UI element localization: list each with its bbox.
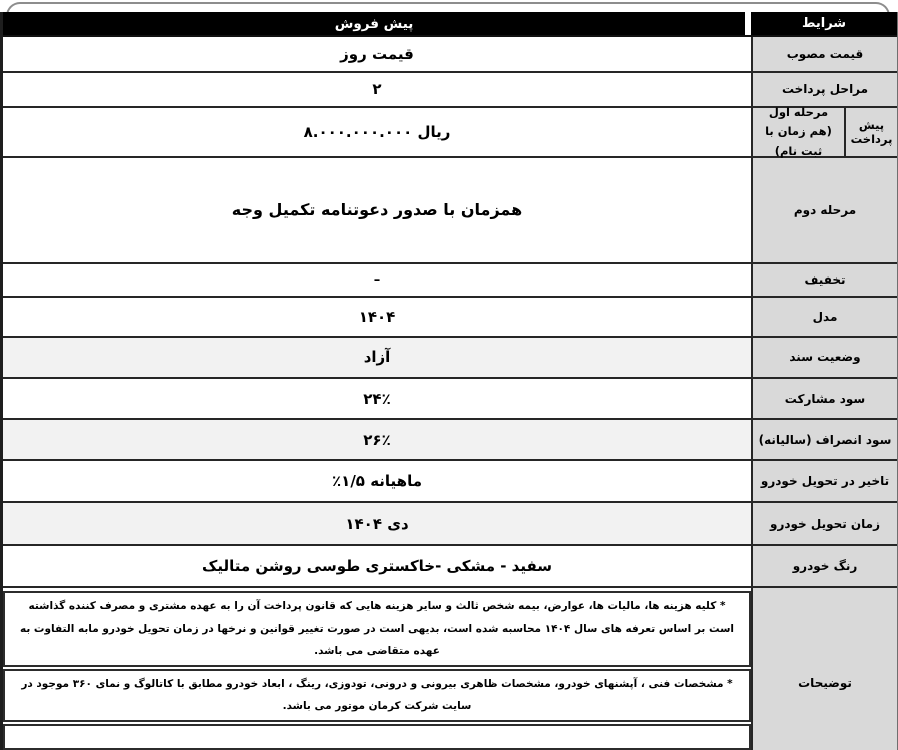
percent-value: ۲۶٪ (363, 430, 391, 449)
note-item: * مشخصات فنی ، آپشنهای خودرو، مشخصات ظاهری بیرونی و درونی، تودوزی، رینگ ، ابعاد خودرو مطابق با کاتالوگ و نمای ۳۶۰ موجود در سایت شرکت کرمان موتور می باشد. (3, 669, 751, 722)
row-label: سود مشارکت (751, 379, 897, 419)
row-value: ۲ (372, 80, 382, 99)
row-label: مدل (751, 298, 897, 336)
table-row-car-color (3, 546, 897, 588)
row-value (3, 379, 751, 419)
row-label: تاخیر در تحویل خودرو (751, 461, 897, 501)
row-label: رنگ خودرو (751, 546, 897, 586)
table-row-second-stage (3, 158, 897, 264)
table-row-approved-price (3, 37, 897, 72)
row-value (3, 420, 751, 459)
table-row-notes (3, 588, 897, 750)
header-presale: پیش فروش (3, 12, 745, 35)
conditions-grid (0, 12, 898, 750)
sublabel-line2: (هم زمان با ثبت نام) (765, 124, 832, 158)
row-value (3, 108, 751, 156)
table-row-model (3, 298, 897, 338)
row-label: تخفیف (751, 264, 897, 296)
delay-penalty-value: ٪۱/۵ ماهیانه (332, 472, 422, 491)
row-label: توضیحات (751, 588, 897, 750)
row-label: پیش پرداخت (844, 108, 897, 156)
table-row-cancellation-profit (3, 420, 897, 461)
row-value: قیمت روز (340, 44, 414, 63)
row-value: دی ۱۴۰۴ (3, 503, 751, 543)
table-row-down-payment (3, 104, 897, 158)
row-value: همزمان با صدور دعوتنامه تکمیل وجه (231, 200, 523, 220)
header-conditions: شرایط (751, 12, 897, 35)
row-label: سود انصراف (سالیانه) (751, 420, 897, 459)
row-label: مراحل پرداخت (751, 73, 897, 106)
row-value (3, 461, 751, 501)
note-item-clipped (3, 724, 751, 750)
row-label: زمان تحویل خودرو (751, 503, 897, 543)
row-label: قیمت مصوب (751, 37, 897, 70)
row-value: آزاد (3, 338, 751, 377)
row-sublabel (751, 104, 844, 158)
sublabel-line1: مرحله اول (768, 104, 829, 119)
table-row-delivery-delay (3, 461, 897, 503)
row-label: وضعیت سند (751, 338, 897, 377)
table-header-row (3, 12, 897, 37)
percent-value: ۲۴٪ (363, 389, 391, 408)
row-value: ۱۴۰۴ (358, 308, 396, 327)
row-label: مرحله دوم (751, 158, 897, 262)
price-value: ۸.۰۰۰.۰۰۰.۰۰۰ ریال (303, 122, 451, 141)
table-row-discount (3, 264, 897, 298)
table-row-document-status (3, 338, 897, 379)
notes-body (3, 588, 751, 750)
table-row-participation-profit (3, 379, 897, 421)
row-value: سفید - مشکی -خاکستری طوسی روشن متالیک (201, 556, 553, 575)
table-row-payment-stages (3, 73, 897, 108)
row-value: – (373, 272, 381, 288)
note-item: * کلیه هزینه ها، مالیات ها، عوارض، بیمه شخص ثالث و سایر هزینه هایی که قانون پرداخت آن را به عهده مشتری و مصرف کننده گذاشته است بر اساس تعرفه های سال ۱۴۰۴ محاسبه شده است، بدیهی است در صورت تغییر قوانین و نرخها در زمان تحویل خودرو مابه التفاوت به عهده متقاضی می باشد. (3, 591, 751, 667)
table-row-delivery-time (3, 503, 897, 545)
